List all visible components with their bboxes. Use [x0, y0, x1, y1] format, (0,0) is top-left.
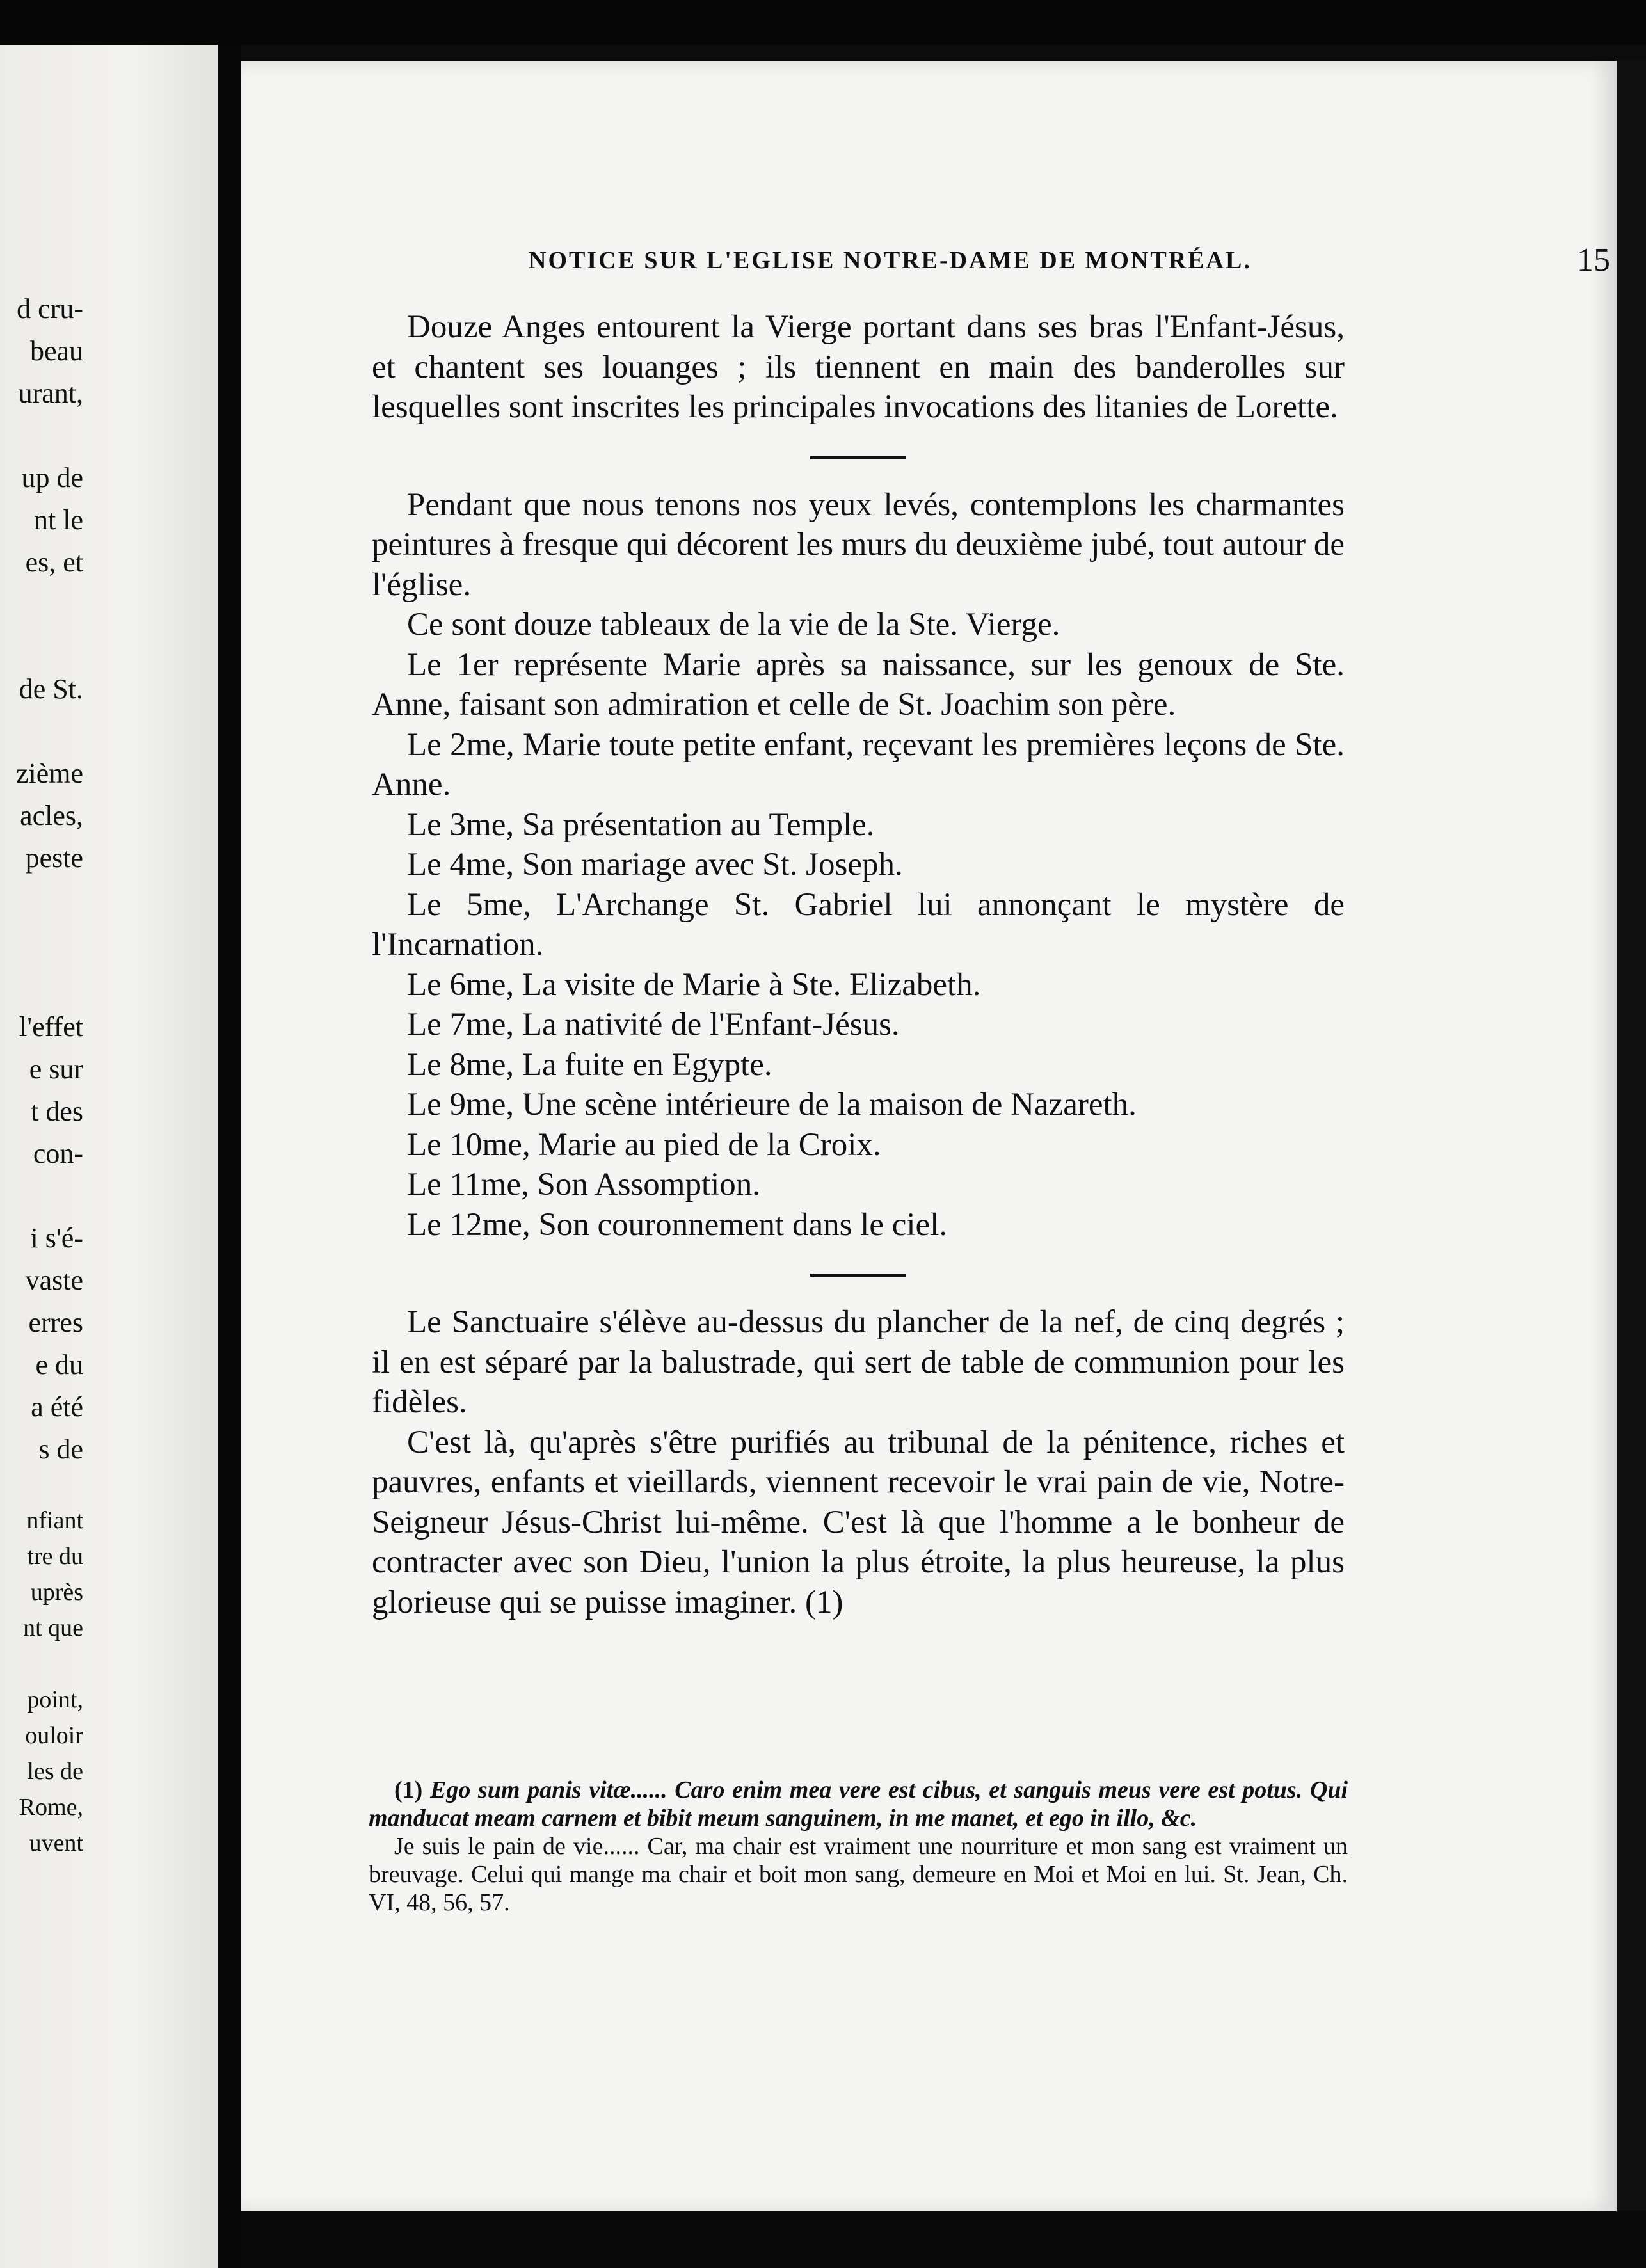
facing-footnote-line: uprès: [30, 1579, 83, 1606]
footnote-mark: (1): [394, 1777, 423, 1803]
facing-line: i s'é-: [30, 1222, 83, 1254]
page-body: [372, 307, 1345, 1622]
painting-item: Le 7me, La nativité de l'Enfant-Jésus.: [407, 1007, 900, 1042]
facing-page-left: [0, 45, 218, 2268]
facing-line: s de: [38, 1433, 83, 1465]
paragraph-twelve-paintings: Ce sont douze tableaux de la vie de la Ste. Vierge.: [407, 607, 1060, 643]
section-divider: [810, 1274, 906, 1277]
facing-line: [0, 626, 83, 668]
paragraph-sanctuary: Le Sanctuaire s'élève au-dessus du plancher de la nef, de cinq degrés ; il en est séparé par la balustrade, qui sert de table de communion pour les fidèles.: [372, 1304, 1345, 1420]
paragraph-communion: C'est là, qu'après s'être purifiés au tribunal de la pénitence, riches et pauvres, enfants et vieillards, viennent recevoir le vrai pain de vie, Notre-Seigneur Jésus-Christ lui-même. C'est là que l'homme a le bonheur de contracter avec son Dieu, l'union la plus étroite, la plus heureuse, la plus glorieuse qui se puisse imaginer. (1): [372, 1424, 1345, 1620]
painting-item: Le 3me, Sa présentation au Temple.: [407, 806, 875, 843]
facing-line: urant,: [18, 378, 83, 409]
footnotes: [369, 1776, 1348, 1917]
footnote-latin: [369, 1776, 1348, 1832]
facing-spacer: [0, 1471, 83, 1503]
facing-line: e du: [35, 1349, 83, 1380]
facing-line: es, et: [25, 547, 83, 578]
facing-line: de St.: [19, 673, 83, 705]
painting-item: Le 8me, La fuite en Egypte.: [407, 1046, 772, 1083]
facing-page-text: [0, 288, 83, 1861]
painting-item: Le 4me, Son mariage avec St. Joseph.: [407, 847, 903, 882]
facing-line: a été: [31, 1391, 83, 1423]
facing-line: peste: [25, 842, 83, 874]
facing-footnote-line: ouloir: [25, 1722, 83, 1749]
painting-item: Le 9me, Une scène intérieure de la maison de Nazareth.: [407, 1087, 1137, 1122]
painting-item: Le 10me, Marie au pied de la Croix.: [407, 1126, 881, 1163]
running-title: NOTICE SUR L'EGLISE NOTRE-DAME DE MONTRÉAL.: [529, 247, 1252, 274]
facing-line: l'effet: [19, 1011, 83, 1042]
footnote-latin-text: Ego sum panis vitæ...... Caro enim mea vere est cibus, et sanguis meus vere est potus. Qui manducat meam carnem et bibit meum sanguinem, in me manet, et ego in illo, &c.: [369, 1777, 1348, 1832]
paragraph-frescoes: Pendant que nous tenons nos yeux levés, contemplons les charmantes peintures à fresque qui décorent les murs du deuxième jubé, tout autour de l'église.: [372, 486, 1345, 603]
facing-line: zième: [15, 758, 83, 789]
facing-footnote-line: nt que: [23, 1615, 83, 1641]
facing-line: [0, 584, 83, 626]
facing-footnote-line: [0, 1646, 83, 1682]
painting-item: Le 2me, Marie toute petite enfant, reçevant les premières leçons de Ste. Anne.: [372, 726, 1345, 803]
facing-line: [0, 879, 83, 922]
scan-bottom-border: [241, 2211, 1646, 2268]
facing-line: d cru-: [17, 293, 83, 324]
page-number: 15: [1577, 242, 1610, 278]
facing-footnote-line: point,: [27, 1686, 83, 1713]
facing-line: nt le: [34, 504, 83, 536]
paragraph-angels: Douze Anges entourent la Vierge portant dans ses bras l'Enfant-Jésus, et chantent ses louanges ; ils tiennent en main des banderolles sur lesquelles sont inscrites les principales invocations des litanies de Lorette.: [372, 309, 1345, 425]
scan-right-border: [1617, 61, 1646, 2268]
facing-line: up de: [21, 462, 83, 493]
scan-top-border: [0, 0, 1646, 45]
facing-line: [0, 1175, 83, 1217]
facing-footnote-line: les de: [27, 1758, 83, 1785]
facing-line: e sur: [29, 1053, 83, 1085]
facing-line: [0, 922, 83, 964]
painting-item: Le 1er représente Marie après sa naissance, sur les genoux de Ste. Anne, faisant son admiration et celle de St. Joachim son père.: [372, 646, 1345, 723]
footnote-french: Je suis le pain de vie...... Car, ma chair est vraiment une nourriture et mon sang est vraiment un breuvage. Celui qui mange ma chair et boit mon sang, demeure en Moi et Moi en lui. St. Jean, Ch. VI, 48, 56, 57.: [369, 1833, 1348, 1916]
facing-line: [0, 964, 83, 1006]
facing-footnote-line: Rome,: [19, 1794, 83, 1821]
facing-footnote-line: uvent: [29, 1830, 83, 1857]
painting-item: Le 11me, Son Assomption.: [407, 1167, 761, 1202]
facing-footnote-line: nfiant: [26, 1507, 83, 1534]
facing-line: [0, 415, 83, 457]
painting-item: Le 6me, La visite de Marie à Ste. Elizabeth.: [407, 966, 981, 1003]
facing-line: acles,: [20, 800, 83, 831]
painting-item: Le 12me, Son couronnement dans le ciel.: [407, 1206, 948, 1243]
book-page: [241, 61, 1617, 2211]
painting-item: Le 5me, L'Archange St. Gabriel lui annonçant le mystère de l'Incarnation.: [372, 886, 1345, 962]
facing-line: [0, 710, 83, 753]
facing-line: erres: [28, 1307, 83, 1338]
facing-line: t des: [31, 1096, 83, 1127]
facing-line: con-: [33, 1138, 83, 1169]
section-divider: [810, 456, 906, 459]
facing-line: vaste: [25, 1265, 83, 1296]
book-gutter: [218, 45, 241, 2268]
facing-footnote-line: tre du: [27, 1543, 83, 1570]
facing-line: beau: [29, 335, 83, 367]
